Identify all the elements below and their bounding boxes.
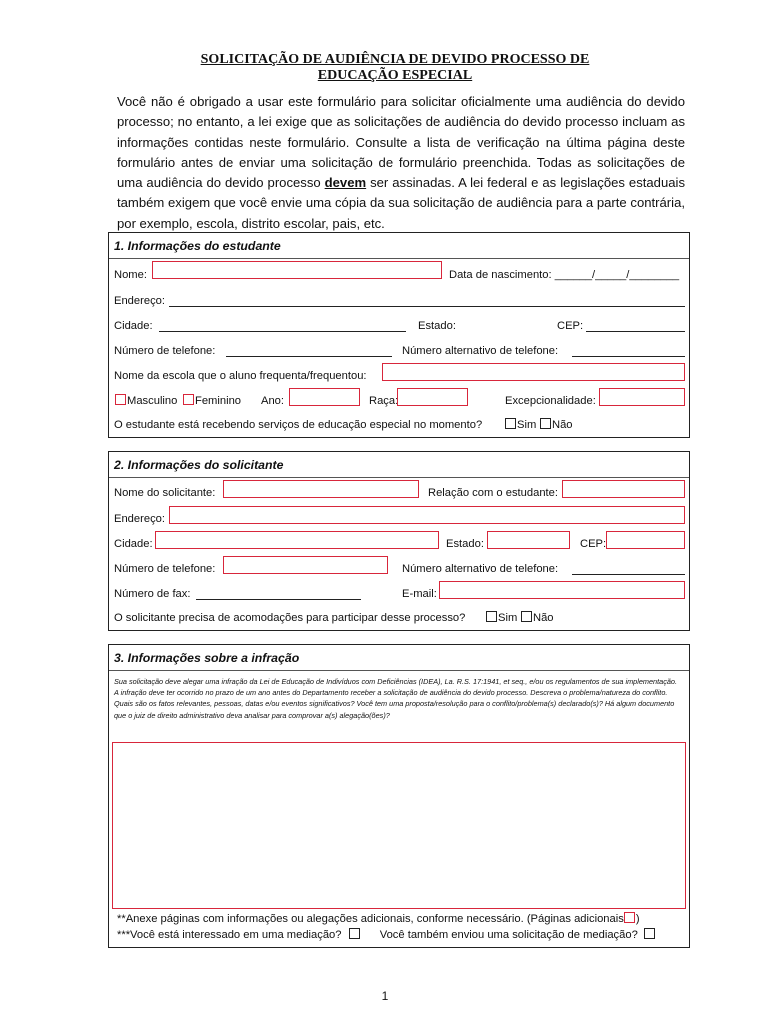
gender-female-option[interactable] <box>183 394 241 408</box>
services-yes-label: Sim <box>517 419 537 431</box>
female-label: Feminino <box>195 395 242 407</box>
student-school-label: Nome da escola que o aluno frequenta/frequentou: <box>114 370 367 382</box>
accommodation-question: O solicitante precisa de acomodações para participar desse processo? <box>114 612 466 624</box>
student-phone-field[interactable] <box>226 344 392 357</box>
female-checkbox[interactable] <box>183 394 194 405</box>
mediation-question: ***Você está interessado em uma mediação? <box>117 929 342 941</box>
violation-description-field[interactable] <box>112 742 686 909</box>
requester-name-label: Nome do solicitante: <box>114 487 216 499</box>
student-alt-phone-field[interactable] <box>572 344 685 357</box>
section-2-header: 2. Informações do solicitante <box>109 452 689 478</box>
male-checkbox[interactable] <box>115 394 126 405</box>
mediation-row <box>117 928 656 943</box>
attach-pages-text: **Anexe páginas com informações ou alegações adicionais, conforme necessário. (Páginas adicionais <box>117 913 624 925</box>
requester-alt-phone-field[interactable] <box>572 562 685 575</box>
student-name-field[interactable] <box>152 261 442 279</box>
services-no-label: Não <box>552 419 573 431</box>
student-address-label: Endereço: <box>114 295 165 307</box>
student-name-label: Nome: <box>114 269 147 281</box>
section-3-header: 3. Informações sobre a infração <box>109 645 689 671</box>
requester-city-label: Cidade: <box>114 538 153 550</box>
fax-label: Número de fax: <box>114 588 191 600</box>
requester-phone-label: Número de telefone: <box>114 563 216 575</box>
mediation-sent-checkbox[interactable] <box>644 928 655 939</box>
student-city-field[interactable] <box>159 319 406 332</box>
requester-phone-field[interactable] <box>223 556 388 574</box>
student-alt-phone-label: Número alternativo de telefone: <box>402 345 559 357</box>
attach-pages-close: ) <box>635 913 640 925</box>
services-yes-checkbox[interactable] <box>505 418 516 429</box>
relation-field[interactable] <box>562 480 685 498</box>
intro-paragraph <box>117 92 685 234</box>
student-school-field[interactable] <box>382 363 685 381</box>
intro-text-1: Você não é obrigado a usar este formulário para solicitar oficialmente uma audiência do devido processo; no entanto, a lei exige que as solicitações de audiência do devido processo incluam as informações contidas neste formulário. Consulte a lista de verificação na última página deste formulário antes de enviar uma solicitação de formulário preenchida. Todas as solicitações de uma audiência do devido processo <box>117 94 685 191</box>
services-no-option[interactable] <box>540 418 573 432</box>
requester-alt-phone-label: Número alternativo de telefone: <box>402 563 559 575</box>
relation-label: Relação com o estudante: <box>428 487 558 499</box>
exceptionality-label: Excepcionalidade: <box>505 395 596 407</box>
student-dob-field[interactable]: Data de nascimento: ______/_____/________ <box>449 269 680 281</box>
accommodation-yes-checkbox[interactable] <box>486 611 497 622</box>
accommodation-no-label: Não <box>533 612 554 624</box>
requester-address-field[interactable] <box>169 506 685 524</box>
student-address-field[interactable] <box>169 294 685 307</box>
page-number: 1 <box>381 989 389 1003</box>
year-field[interactable] <box>289 388 360 406</box>
student-state-label: Estado: <box>418 320 456 332</box>
student-city-label: Cidade: <box>114 320 153 332</box>
form-title-line2: EDUCAÇÃO ESPECIAL <box>317 68 473 83</box>
requester-zip-label: CEP: <box>580 538 607 550</box>
violation-info-section <box>108 644 690 948</box>
requester-state-label: Estado: <box>446 538 484 550</box>
services-question: O estudante está recebendo serviços de educação especial no momento? <box>114 419 483 431</box>
accommodation-no-checkbox[interactable] <box>521 611 532 622</box>
services-yes-option[interactable] <box>505 418 536 432</box>
violation-instructions: Sua solicitação deve alegar uma infração da Lei de Educação de Indivíduos com Deficiências (IDEA), La. R.S. 17:1941, et seq., e/ou os regulamentos de sua implementação. A infração deve ter ocorrido no prazo de um ano antes do Departamento receber a solicitação de audiência do devido processo. Descreva o problema/natureza do conflito. Quais são os fatos relevantes, pessoas, datas e/ou eventos significativos? Você tem uma proposta/resolução para o conflito/problema(s) declarado(s)? Há algum documento que o juiz de direito administrativo deva analisar para comprovar a(s) alegação(ões)? <box>114 677 677 720</box>
year-label: Ano: <box>261 395 285 407</box>
race-label: Raça: <box>369 395 399 407</box>
accommodation-yes-label: Sim <box>498 612 518 624</box>
student-phone-label: Número de telefone: <box>114 345 216 357</box>
mediation-checkbox[interactable] <box>349 928 360 939</box>
email-field[interactable] <box>439 581 685 599</box>
student-zip-label: CEP: <box>557 320 584 332</box>
gender-male-option[interactable] <box>115 394 177 408</box>
requester-address-label: Endereço: <box>114 513 165 525</box>
accommodation-no-option[interactable] <box>521 611 554 625</box>
intro-text-2: ser assinadas. A lei federal e as legislações estaduais também exigem que você envie uma cópia da sua solicitação de audiência para a parte contrária, por exemplo, escola, distrito escolar, pais, etc. <box>117 175 685 231</box>
fax-field[interactable] <box>196 587 361 600</box>
requester-city-field[interactable] <box>155 531 439 549</box>
requester-info-section <box>108 451 690 631</box>
mediation-sent-question: Você também enviou uma solicitação de mediação? <box>379 929 638 941</box>
requester-zip-field[interactable] <box>606 531 685 549</box>
email-label: E-mail: <box>402 588 437 600</box>
requester-name-field[interactable] <box>223 480 419 498</box>
form-title-line1: SOLICITAÇÃO DE AUDIÊNCIA DE DEVIDO PROCESSO DE <box>200 52 590 67</box>
exceptionality-field[interactable] <box>599 388 685 406</box>
form-title <box>0 52 770 84</box>
male-label: Masculino <box>127 395 178 407</box>
student-zip-field[interactable] <box>586 319 685 332</box>
student-info-section <box>108 232 690 438</box>
accommodation-yes-option[interactable] <box>486 611 517 625</box>
race-field[interactable] <box>397 388 468 406</box>
intro-emphasis: devem <box>324 175 367 191</box>
attach-pages-note <box>117 912 640 927</box>
additional-pages-checkbox[interactable] <box>624 912 635 923</box>
requester-state-field[interactable] <box>487 531 570 549</box>
services-no-checkbox[interactable] <box>540 418 551 429</box>
section-1-header: 1. Informações do estudante <box>109 233 689 259</box>
